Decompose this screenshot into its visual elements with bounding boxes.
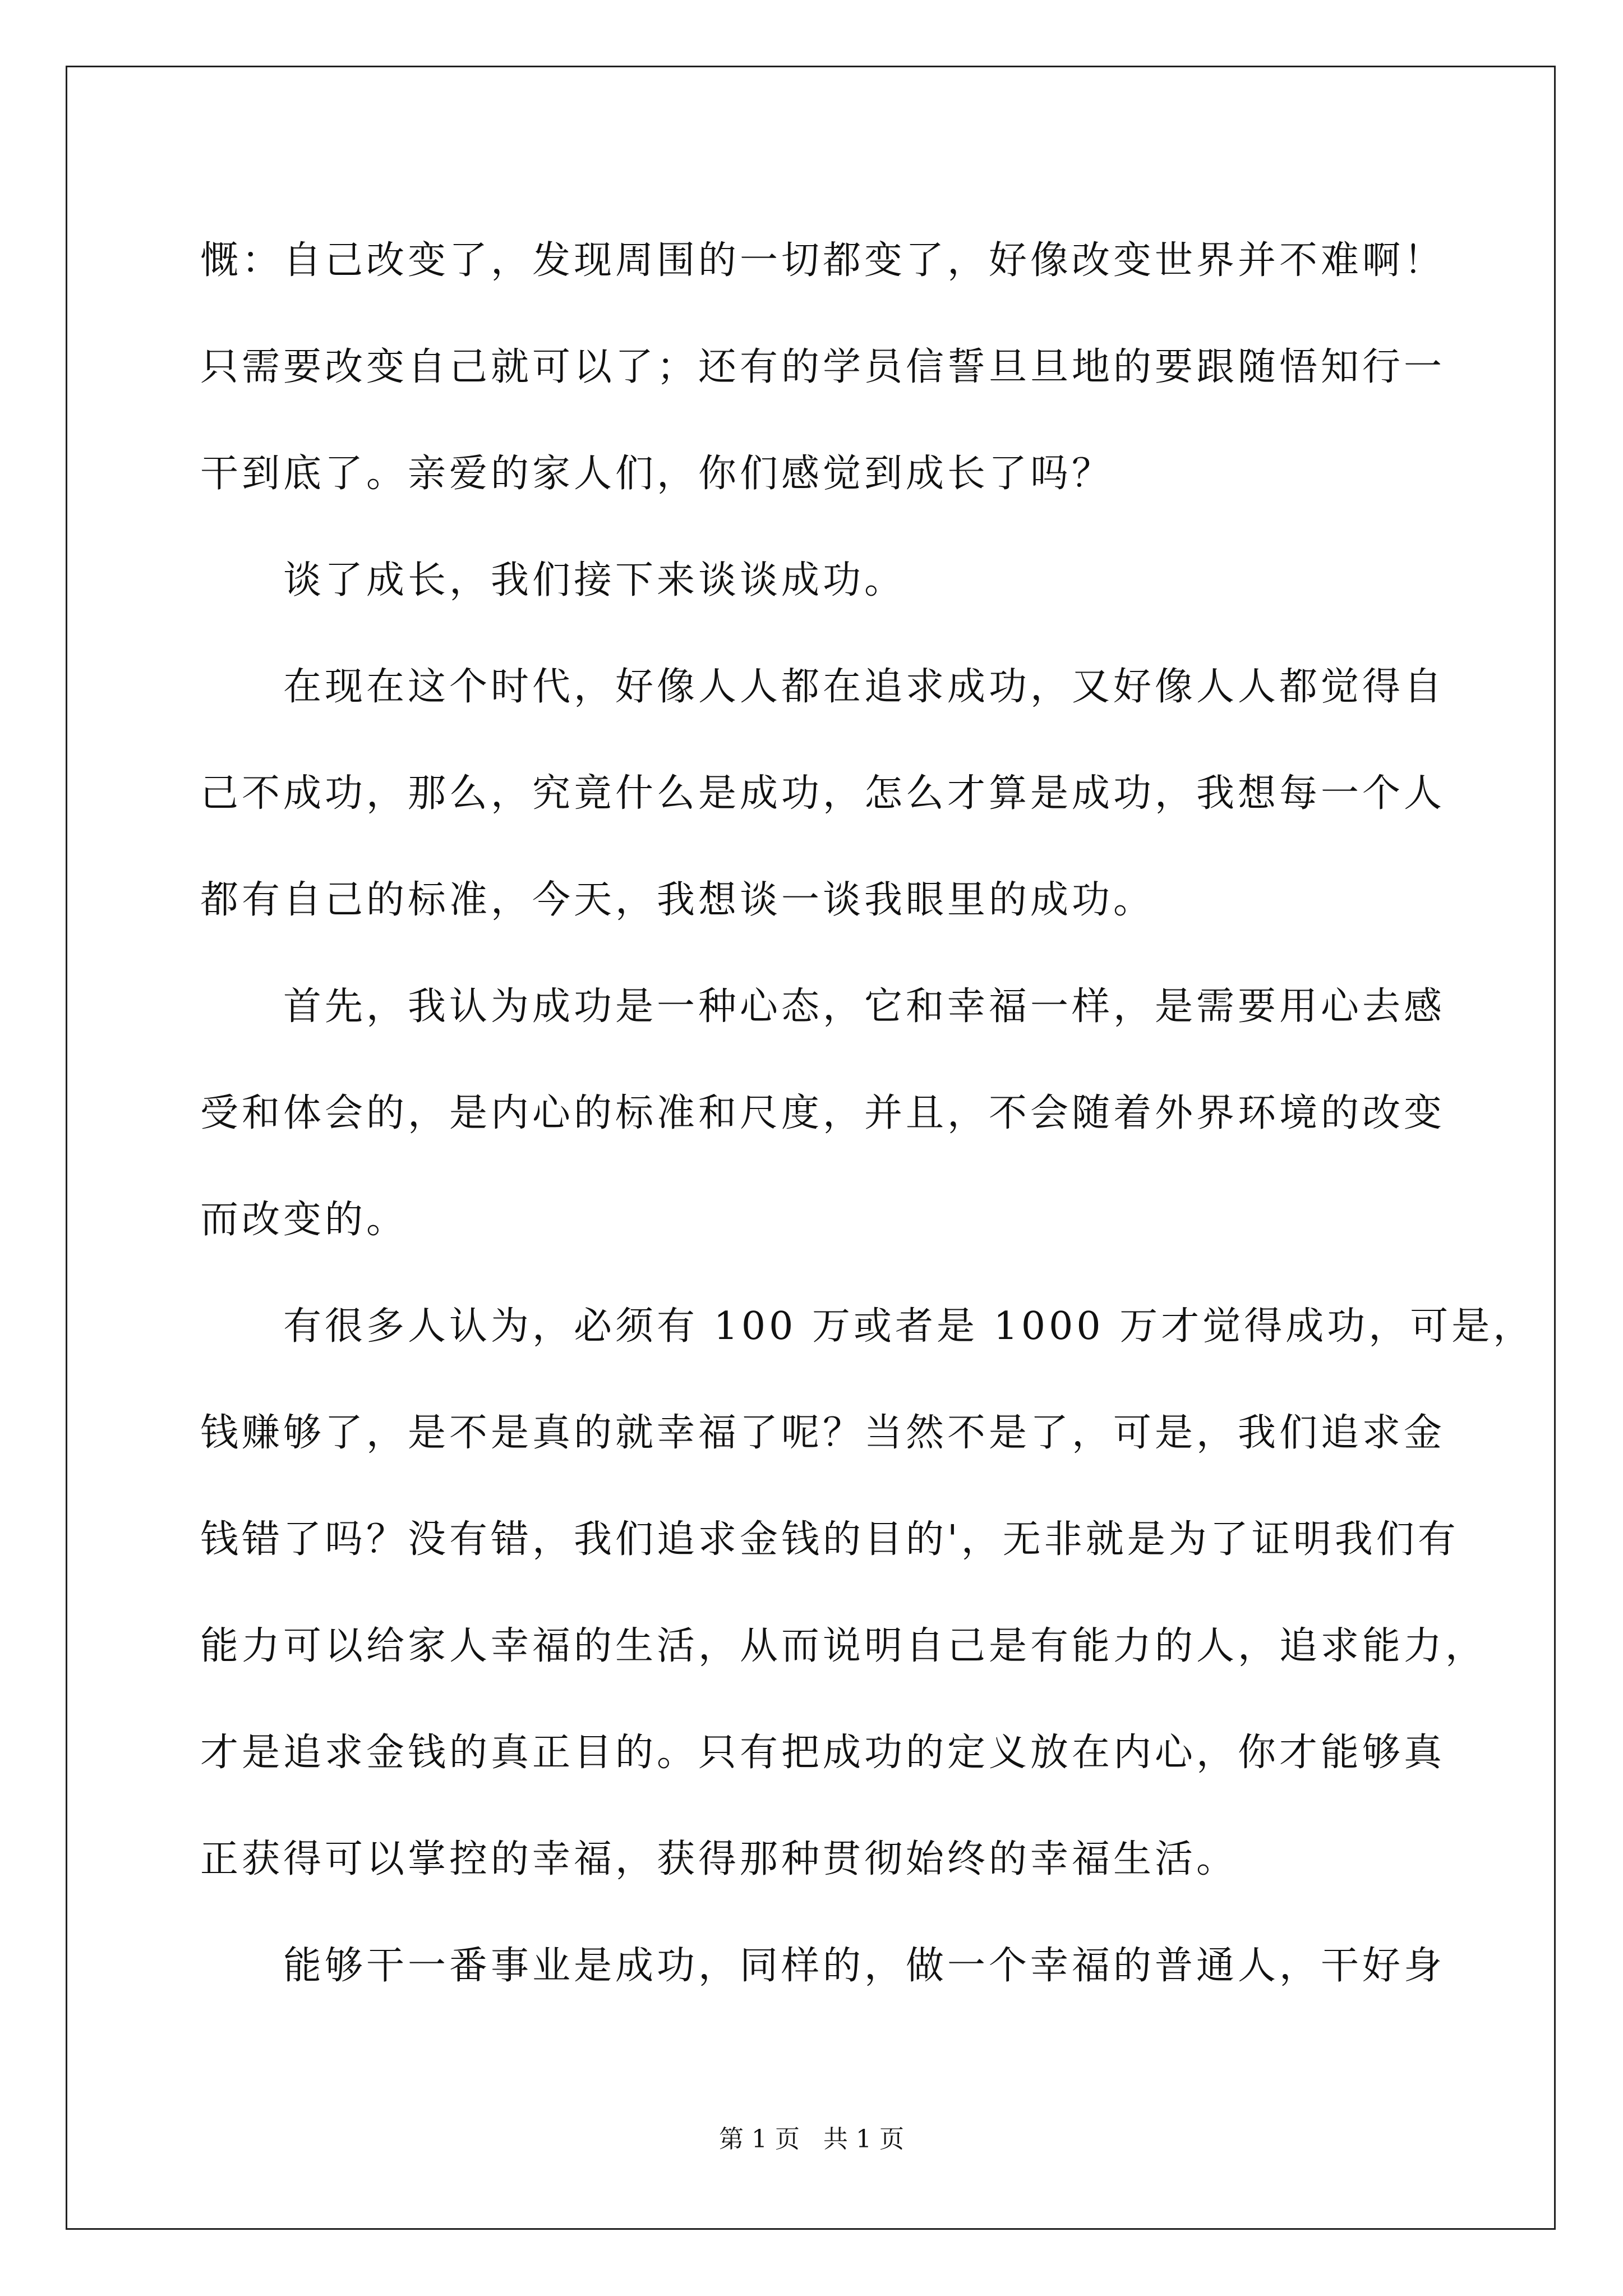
document-body — [200, 208, 1535, 2019]
text-line: 钱错了吗？没有错，我们追求金钱的目的'，无非就是为了证明我们有 — [200, 1517, 1459, 1562]
text-line: 首先，我认为成功是一种心态，它和幸福一样，是需要用心去感 — [200, 984, 1446, 1029]
text-line: 有很多人认为，必须有 100 万或者是 1000 万才觉得成功，可是， — [200, 1304, 1535, 1349]
text-line: 正获得可以掌控的幸福，获得那种贯彻始终的幸福生活。 — [200, 1837, 1238, 1881]
text-line: 己不成功，那么，究竟什么是成功，怎么才算是成功，我想每一个人 — [200, 771, 1446, 816]
text-line: 谈了成长，我们接下来谈谈成功。 — [200, 558, 906, 602]
text-line: 在现在这个时代，好像人人都在追求成功，又好像人人都觉得自 — [200, 665, 1446, 709]
page-footer: 第 1 页 共 1 页 — [719, 2125, 904, 2154]
text-line: 慨：自己改变了，发现周围的一切都变了，好像改变世界并不难啊！ — [200, 238, 1446, 283]
text-line: 能够干一番事业是成功，同样的，做一个幸福的普通人，干好身 — [200, 1944, 1446, 1988]
text-line: 能力可以给家人幸福的生活，从而说明自己是有能力的人，追求能力， — [200, 1624, 1487, 1668]
text-line: 而改变的。 — [200, 1198, 408, 1242]
text-line: 受和体会的，是内心的标准和尺度，并且，不会随着外界环境的改变 — [200, 1091, 1446, 1135]
text-line: 干到底了。亲爱的家人们，你们感觉到成长了吗？ — [200, 452, 1114, 496]
text-line: 只需要改变自己就可以了；还有的学员信誓旦旦地的要跟随悟知行一 — [200, 345, 1446, 389]
text-line: 都有自己的标准，今天，我想谈一谈我眼里的成功。 — [200, 878, 1155, 922]
text-line: 钱赚够了，是不是真的就幸福了呢？当然不是了，可是，我们追求金 — [200, 1411, 1446, 1455]
text-line: 才是追求金钱的真正目的。只有把成功的定义放在内心，你才能够真 — [200, 1731, 1446, 1775]
